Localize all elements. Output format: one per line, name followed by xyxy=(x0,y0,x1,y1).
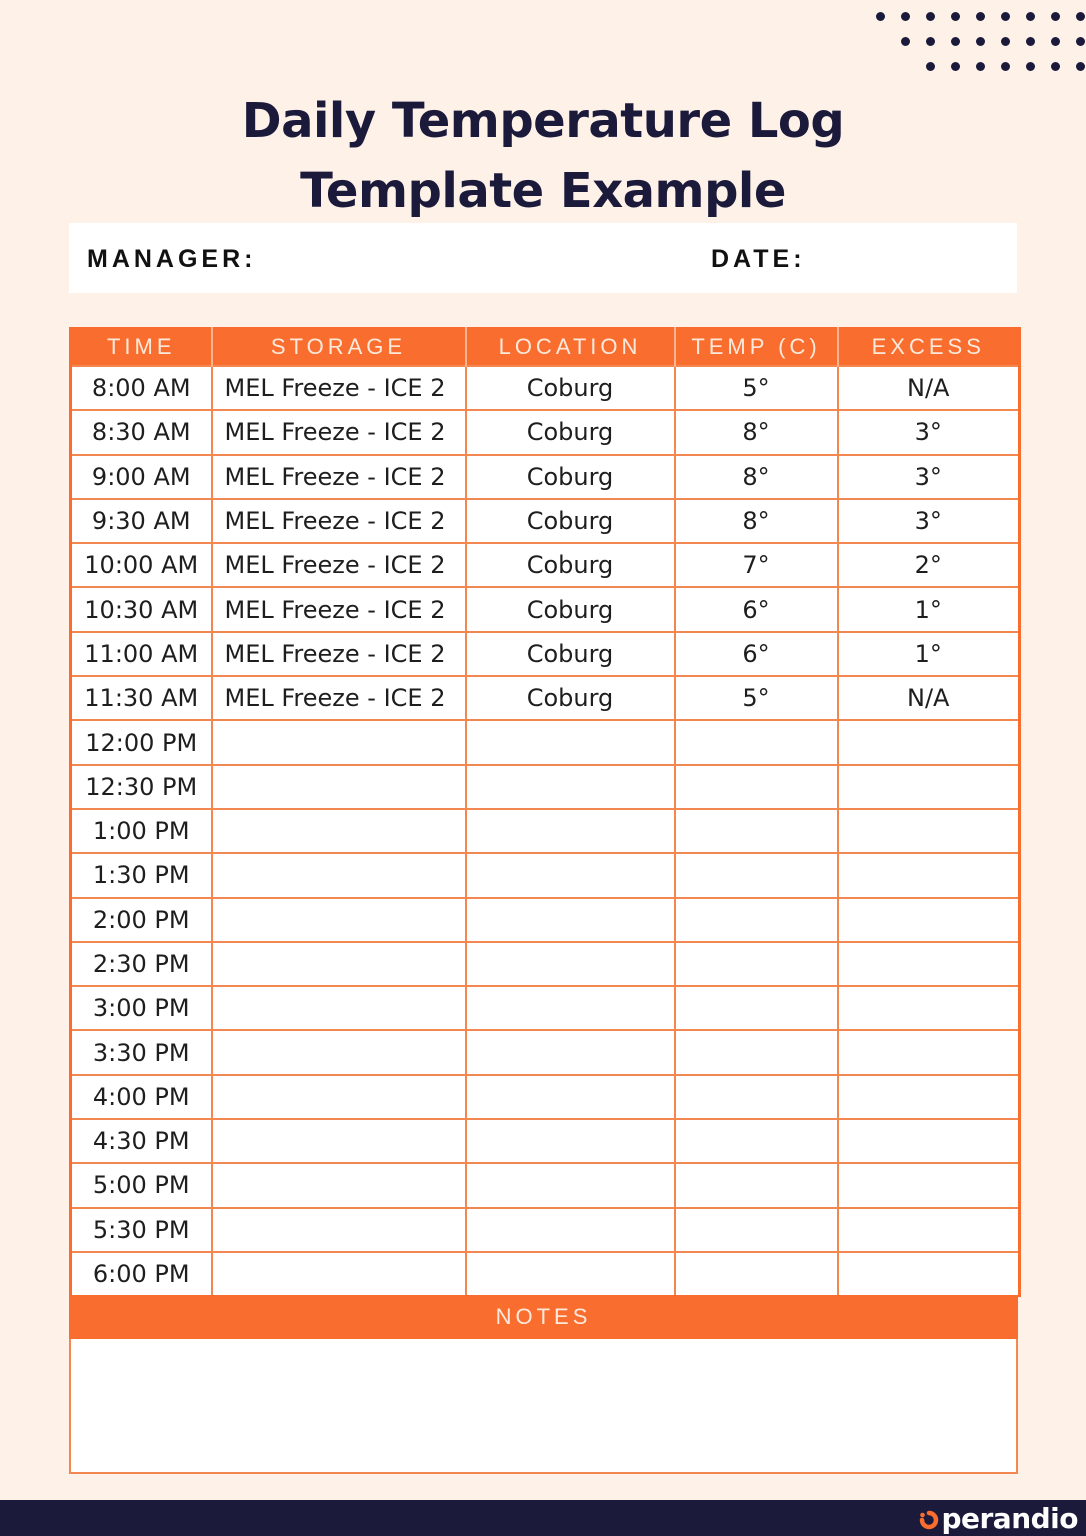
cell-location[interactable] xyxy=(466,1030,675,1074)
title-line-2: Template Example xyxy=(300,163,786,219)
cell-storage[interactable]: MEL Freeze - ICE 2 xyxy=(212,499,466,543)
dot-shape xyxy=(926,62,935,71)
temperature-log-table xyxy=(69,327,1021,1297)
cell-excess[interactable] xyxy=(838,942,1020,986)
cell-temp[interactable]: 6° xyxy=(675,632,838,676)
cell-time: 4:00 PM xyxy=(71,1075,212,1119)
cell-time: 9:00 AM xyxy=(71,455,212,499)
cell-excess[interactable] xyxy=(838,720,1020,764)
dot-shape xyxy=(1076,62,1085,71)
cell-temp[interactable]: 5° xyxy=(675,676,838,720)
cell-storage[interactable]: MEL Freeze - ICE 2 xyxy=(212,366,466,410)
dot-shape xyxy=(1001,12,1010,21)
cell-location[interactable] xyxy=(466,1252,675,1296)
cell-excess[interactable]: 1° xyxy=(838,587,1020,631)
cell-temp[interactable] xyxy=(675,1208,838,1252)
cell-location[interactable] xyxy=(466,1119,675,1163)
dot-shape xyxy=(976,37,985,46)
cell-temp[interactable] xyxy=(675,809,838,853)
cell-location[interactable]: Coburg xyxy=(466,587,675,631)
cell-time: 2:30 PM xyxy=(71,942,212,986)
cell-time: 11:00 AM xyxy=(71,632,212,676)
cell-time: 12:00 PM xyxy=(71,720,212,764)
cell-excess[interactable]: 3° xyxy=(838,410,1020,454)
title-line-1: Daily Temperature Log xyxy=(241,93,845,149)
cell-temp[interactable]: 6° xyxy=(675,587,838,631)
info-bar xyxy=(69,223,1017,293)
dot-shape xyxy=(976,12,985,21)
table-row xyxy=(71,1252,1020,1296)
table-row xyxy=(71,853,1020,897)
cell-location[interactable] xyxy=(466,1075,675,1119)
cell-storage[interactable] xyxy=(212,853,466,897)
dot-shape xyxy=(1001,62,1010,71)
table-row xyxy=(71,366,1020,410)
table-row xyxy=(71,942,1020,986)
table-row xyxy=(71,632,1020,676)
dot-shape xyxy=(876,12,885,21)
cell-storage[interactable] xyxy=(212,986,466,1030)
cell-excess[interactable] xyxy=(838,986,1020,1030)
cell-storage[interactable]: MEL Freeze - ICE 2 xyxy=(212,632,466,676)
cell-time: 8:30 AM xyxy=(71,410,212,454)
notes-area[interactable] xyxy=(69,1339,1018,1474)
cell-temp[interactable] xyxy=(675,1252,838,1296)
cell-storage[interactable] xyxy=(212,809,466,853)
table-row xyxy=(71,587,1020,631)
notes-header: NOTES xyxy=(69,1295,1018,1339)
cell-time: 2:00 PM xyxy=(71,898,212,942)
cell-storage[interactable] xyxy=(212,1119,466,1163)
table-row xyxy=(71,676,1020,720)
cell-location[interactable]: Coburg xyxy=(466,410,675,454)
cell-temp[interactable] xyxy=(675,1030,838,1074)
cell-excess[interactable]: N/A xyxy=(838,676,1020,720)
cell-temp[interactable] xyxy=(675,942,838,986)
cell-storage[interactable] xyxy=(212,898,466,942)
cell-temp[interactable] xyxy=(675,1163,838,1207)
operandio-logo-icon xyxy=(918,1509,940,1531)
cell-location[interactable] xyxy=(466,765,675,809)
table-row xyxy=(71,1119,1020,1163)
decorative-dot-pattern xyxy=(860,0,1086,90)
cell-time: 10:30 AM xyxy=(71,587,212,631)
cell-temp[interactable] xyxy=(675,1119,838,1163)
cell-location[interactable] xyxy=(466,942,675,986)
table-row xyxy=(71,1075,1020,1119)
cell-location[interactable]: Coburg xyxy=(466,366,675,410)
cell-storage[interactable] xyxy=(212,942,466,986)
cell-location[interactable] xyxy=(466,898,675,942)
brand-name: perandio xyxy=(941,1501,1078,1535)
cell-storage[interactable] xyxy=(212,1208,466,1252)
table-row xyxy=(71,720,1020,764)
dot-shape xyxy=(926,12,935,21)
cell-excess[interactable] xyxy=(838,1075,1020,1119)
table-row xyxy=(71,765,1020,809)
cell-storage[interactable]: MEL Freeze - ICE 2 xyxy=(212,543,466,587)
cell-time: 8:00 AM xyxy=(71,366,212,410)
cell-excess[interactable] xyxy=(838,809,1020,853)
footer-bar xyxy=(0,1500,1086,1536)
cell-time: 10:00 AM xyxy=(71,543,212,587)
cell-location[interactable]: Coburg xyxy=(466,632,675,676)
table-row xyxy=(71,410,1020,454)
dot-shape xyxy=(951,12,960,21)
cell-excess[interactable]: 2° xyxy=(838,543,1020,587)
cell-time: 1:30 PM xyxy=(71,853,212,897)
dot-shape xyxy=(976,62,985,71)
cell-storage[interactable] xyxy=(212,1030,466,1074)
cell-excess[interactable] xyxy=(838,765,1020,809)
dot-shape xyxy=(1001,37,1010,46)
cell-time: 3:00 PM xyxy=(71,986,212,1030)
cell-temp[interactable]: 5° xyxy=(675,366,838,410)
cell-temp[interactable] xyxy=(675,720,838,764)
dot-shape xyxy=(1051,62,1060,71)
table-row xyxy=(71,986,1020,1030)
cell-location[interactable] xyxy=(466,1163,675,1207)
dot-shape xyxy=(951,62,960,71)
cell-temp[interactable] xyxy=(675,986,838,1030)
table-row xyxy=(71,499,1020,543)
cell-time: 3:30 PM xyxy=(71,1030,212,1074)
cell-temp[interactable] xyxy=(675,898,838,942)
cell-location[interactable]: Coburg xyxy=(466,676,675,720)
cell-storage[interactable] xyxy=(212,765,466,809)
dot-shape xyxy=(1076,37,1085,46)
cell-excess[interactable] xyxy=(838,1163,1020,1207)
dot-shape xyxy=(926,37,935,46)
table-row xyxy=(71,1030,1020,1074)
cell-temp[interactable] xyxy=(675,765,838,809)
cell-storage[interactable] xyxy=(212,1075,466,1119)
cell-storage[interactable]: MEL Freeze - ICE 2 xyxy=(212,587,466,631)
manager-label: MANAGER: xyxy=(87,245,257,273)
date-label: DATE: xyxy=(711,245,806,273)
cell-storage[interactable]: MEL Freeze - ICE 2 xyxy=(212,410,466,454)
table-row xyxy=(71,1163,1020,1207)
table-row xyxy=(71,809,1020,853)
dot-shape xyxy=(1026,12,1035,21)
column-header-storage: STORAGE xyxy=(212,328,466,366)
column-header-temp: TEMP (C) xyxy=(675,328,838,366)
cell-time: 9:30 AM xyxy=(71,499,212,543)
cell-location[interactable]: Coburg xyxy=(466,455,675,499)
dot-shape xyxy=(1076,12,1085,21)
cell-excess[interactable] xyxy=(838,1208,1020,1252)
table-body xyxy=(71,366,1020,1296)
cell-time: 5:00 PM xyxy=(71,1163,212,1207)
column-header-time: TIME xyxy=(71,328,212,366)
cell-temp[interactable] xyxy=(675,853,838,897)
cell-location[interactable] xyxy=(466,1208,675,1252)
cell-temp[interactable]: 8° xyxy=(675,499,838,543)
cell-time: 6:00 PM xyxy=(71,1252,212,1296)
dot-shape xyxy=(901,37,910,46)
table-row xyxy=(71,543,1020,587)
cell-location[interactable] xyxy=(466,853,675,897)
cell-time: 4:30 PM xyxy=(71,1119,212,1163)
table-row xyxy=(71,455,1020,499)
cell-temp[interactable]: 8° xyxy=(675,455,838,499)
table-row xyxy=(71,1208,1020,1252)
cell-location[interactable] xyxy=(466,809,675,853)
dot-shape xyxy=(1026,62,1035,71)
cell-storage[interactable]: MEL Freeze - ICE 2 xyxy=(212,455,466,499)
cell-temp[interactable] xyxy=(675,1075,838,1119)
cell-time: 12:30 PM xyxy=(71,765,212,809)
cell-storage[interactable]: MEL Freeze - ICE 2 xyxy=(212,676,466,720)
cell-location[interactable]: Coburg xyxy=(466,543,675,587)
cell-excess[interactable] xyxy=(838,1030,1020,1074)
cell-excess[interactable] xyxy=(838,1252,1020,1296)
dot-shape xyxy=(951,37,960,46)
cell-time: 1:00 PM xyxy=(71,809,212,853)
cell-excess[interactable] xyxy=(838,1119,1020,1163)
cell-location[interactable] xyxy=(466,720,675,764)
column-header-excess: EXCESS xyxy=(838,328,1020,366)
cell-excess[interactable]: N/A xyxy=(838,366,1020,410)
page-title xyxy=(0,86,1086,226)
cell-excess[interactable]: 1° xyxy=(838,632,1020,676)
cell-excess[interactable] xyxy=(838,853,1020,897)
brand-logo xyxy=(918,1500,1078,1536)
column-header-location: LOCATION xyxy=(466,328,675,366)
dot-shape xyxy=(1026,37,1035,46)
cell-temp[interactable]: 7° xyxy=(675,543,838,587)
cell-excess[interactable] xyxy=(838,898,1020,942)
cell-time: 5:30 PM xyxy=(71,1208,212,1252)
dot-shape xyxy=(901,12,910,21)
cell-location[interactable] xyxy=(466,986,675,1030)
dot-shape xyxy=(1051,12,1060,21)
dot-shape xyxy=(1051,37,1060,46)
cell-excess[interactable]: 3° xyxy=(838,455,1020,499)
cell-storage[interactable] xyxy=(212,1163,466,1207)
cell-storage[interactable] xyxy=(212,1252,466,1296)
cell-temp[interactable]: 8° xyxy=(675,410,838,454)
cell-time: 11:30 AM xyxy=(71,676,212,720)
table-header-row xyxy=(71,328,1020,366)
cell-storage[interactable] xyxy=(212,720,466,764)
cell-location[interactable]: Coburg xyxy=(466,499,675,543)
cell-excess[interactable]: 3° xyxy=(838,499,1020,543)
table-row xyxy=(71,898,1020,942)
